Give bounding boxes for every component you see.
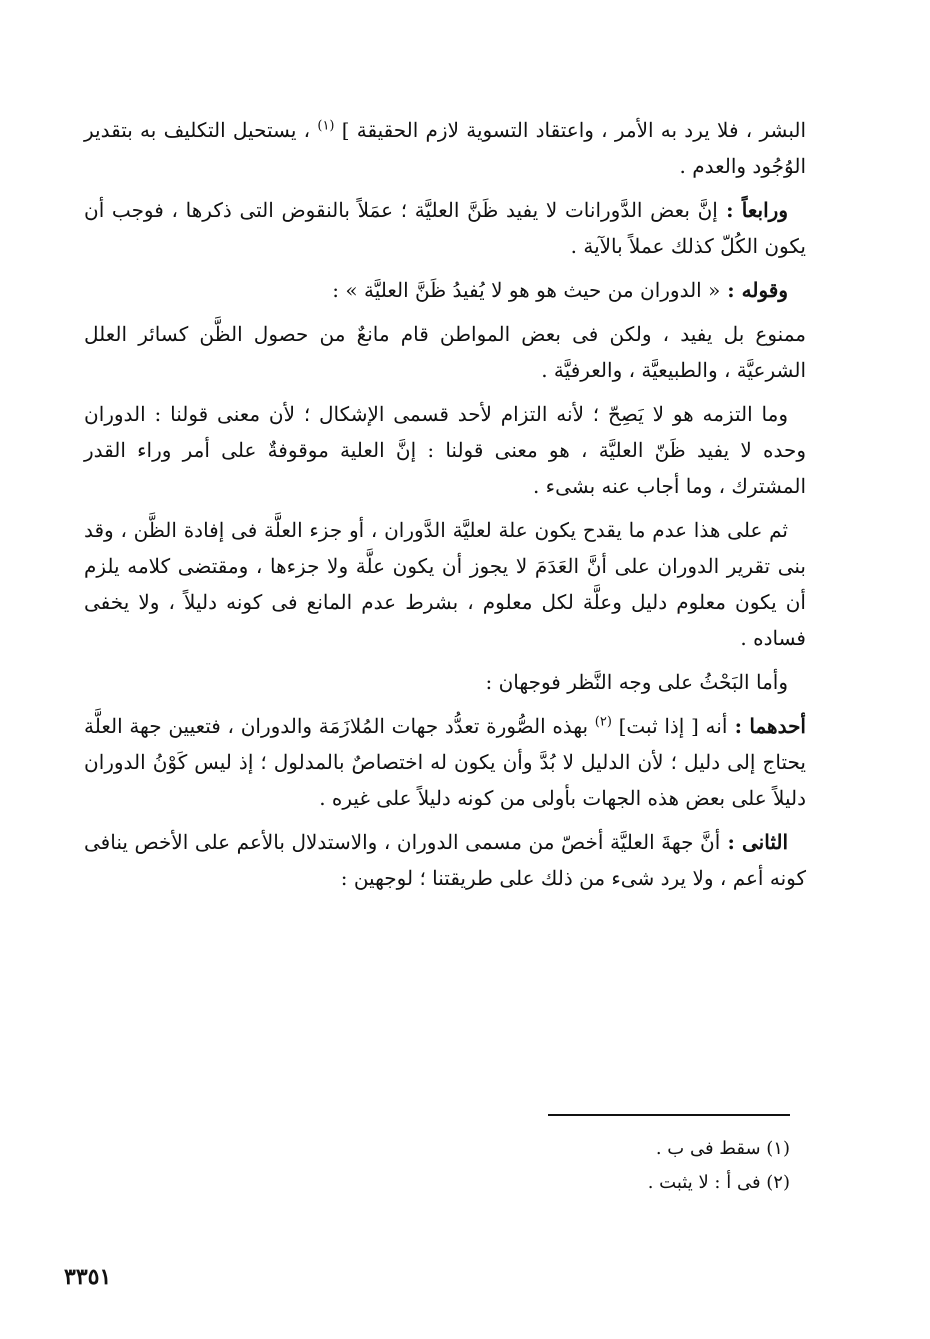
paragraph-7-text: وأما البَحْثُ على وجه النَّظر فوجهان :	[485, 670, 788, 694]
paragraph-1	[84, 112, 806, 184]
paragraph-5	[84, 396, 806, 504]
footnote-separator	[548, 1114, 790, 1116]
paragraph-9	[84, 824, 806, 896]
paragraph-2-lead: ورابعاً :	[717, 198, 788, 222]
paragraph-7	[84, 664, 806, 700]
paragraph-6-text: ثم على هذا عدم ما يقدح يكون علة لعليَّة الدَّوران ، أو جزء العلَّة فى إفادة الظَّن ، وقد بنى تقرير الدوران على أنَّ العَدَمَ لا يجوز أن يكون علَّة ولا جزءها ، ومقتضى كلامه يلزم أن يكون معلوم دليل وعلَّة لكل معلوم ، بشرط عدم المانع فى كونه دليلاً ، ولا يخفى فساده .	[84, 518, 806, 650]
paragraph-1-text-end: ، يستحيل التكليف به بتقدير الوُجُود والعدم .	[84, 118, 806, 178]
footnotes	[430, 1132, 790, 1200]
paragraph-3-text: « الدوران من حيث هو هو لا يُفيدُ ظَنَّ العليَّة » :	[332, 278, 721, 302]
paragraph-3-lead: وقوله :	[720, 278, 788, 302]
footnote-marker-2: (٢)	[594, 714, 612, 730]
paragraph-8	[84, 708, 806, 816]
paragraph-8-lead: أحدهما :	[727, 714, 806, 738]
paragraph-2	[84, 192, 806, 264]
paragraph-5-text: وما التزمه هو لا يَصِحّ ؛ لأنه التزام لأحد قسمى الإشكال ؛ لأن معنى قولنا : الدوران وحده لا يفيد ظَنّ العليَّة ، هو معنى قولنا : إنَّ العلية موقوفةٌ على أمر وراء القدر المشترك ، وما أجاب عنه بشىء .	[84, 402, 806, 498]
main-text-body	[84, 112, 806, 904]
footnote-2: (٢) فى أ : لا يثبت .	[647, 1172, 790, 1193]
paragraph-2-text: إنَّ بعض الدَّورانات لا يفيد ظَنَّ العليَّة ؛ عمَلاً بالنقوض التى ذكرها ، فوجب أن يكون الكُلّ كذلك عملاً بالآية .	[84, 198, 806, 258]
paragraph-4-text: ممنوع بل يفيد ، ولكن فى بعض المواطن قام مانعٌ من حصول الظَّن كسائر العلل الشرعيَّة ، والطبيعيَّة ، والعرفيَّة .	[84, 322, 806, 382]
paragraph-9-lead: الثانى :	[720, 830, 789, 854]
paragraph-3	[84, 272, 806, 308]
paragraph-6	[84, 512, 806, 656]
footnote-1: (١) سقط فى ب .	[655, 1138, 790, 1159]
paragraph-8-text-end: بهذه الصُّورة تعدُّد جهات المُلازَمَة والدوران ، فتعيين جهة العلَّة يحتاج إلى دليل ؛ لأن الدليل لا بُدَّ وأن يكون له اختصاصٌ بالمدلول ؛ إذ ليس كَوْنُ الدوران دليلاً على بعض هذه الجهات بأولى من كونه دليلاً على غيره .	[84, 714, 806, 810]
paragraph-1-text-start: البشر ، فلا يرد به الأمر ، واعتقاد التسوية لازم الحقيقة ]	[334, 118, 807, 142]
page-number: ٣٣٥١	[64, 1264, 112, 1290]
paragraph-8-text-start: أنه [ إذا ثبت]	[611, 714, 728, 738]
footnote-marker-1: (١)	[317, 118, 335, 134]
paragraph-9-text: أنَّ جهةَ العليَّة أخصّ من مسمى الدوران ، والاستدلال بالأعم على الأخص ينافى كونه أعم ، ولا يرد شىء من ذلك على طريقتنا ؛ لوجهين :	[84, 830, 806, 890]
paragraph-4	[84, 316, 806, 388]
